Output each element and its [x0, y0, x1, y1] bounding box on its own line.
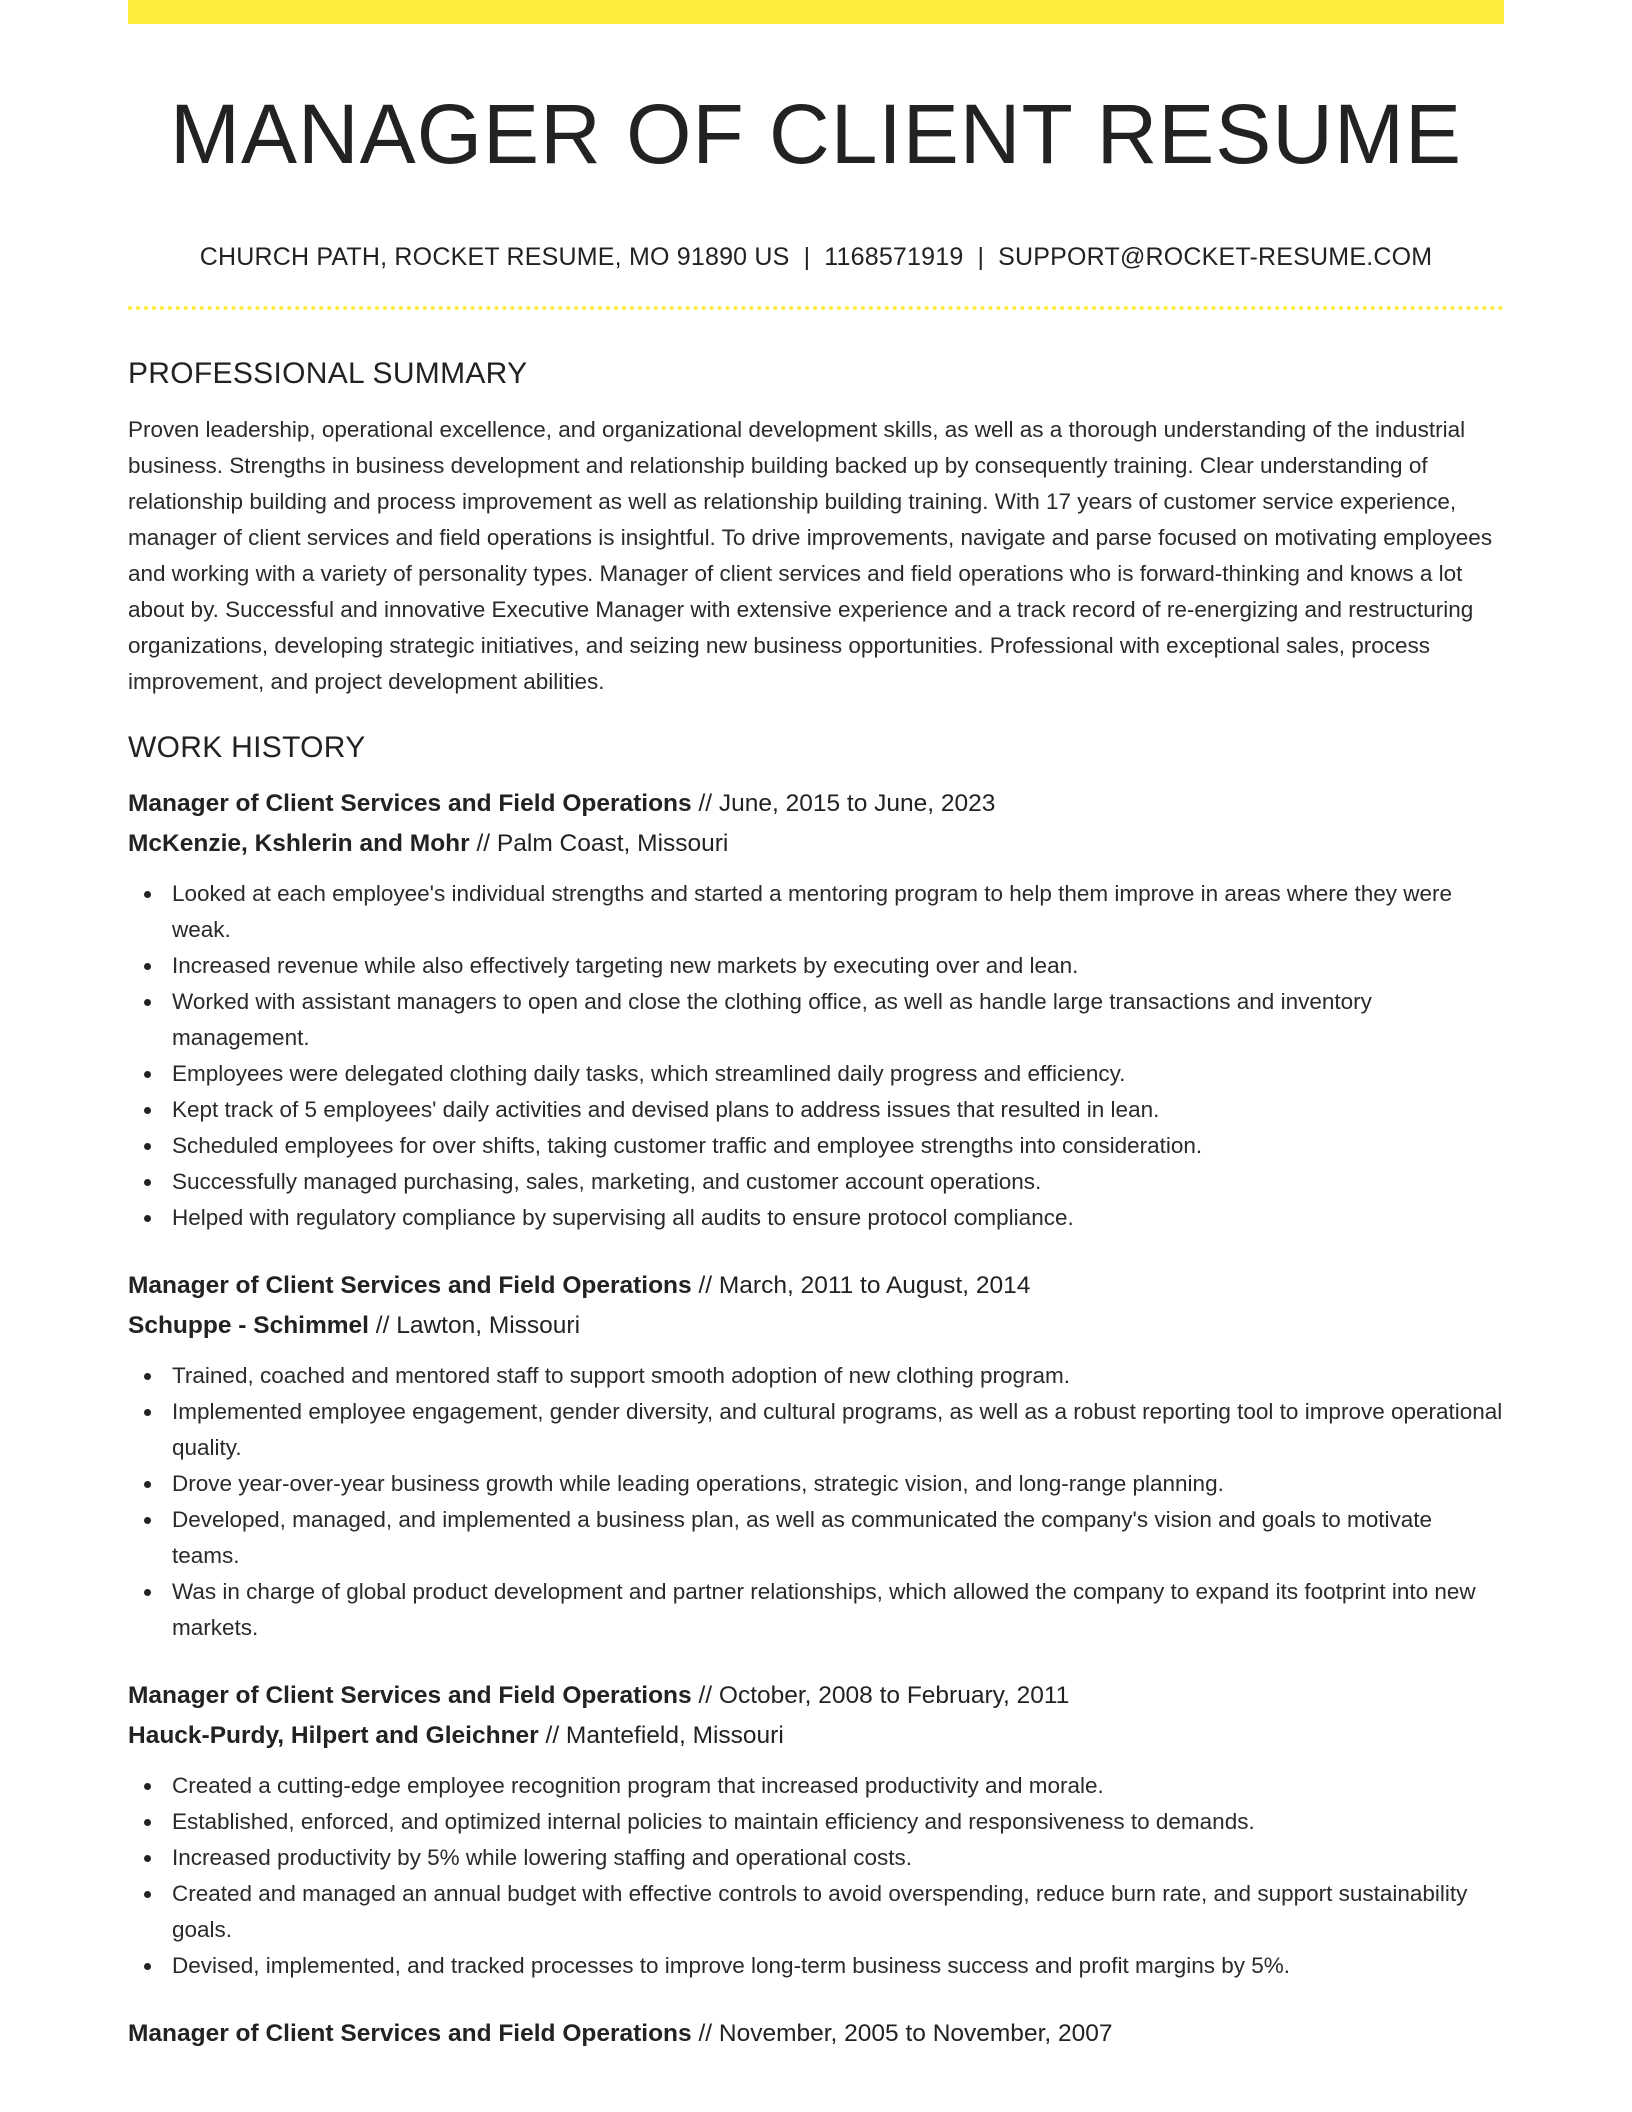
- bullet-text: Was in charge of global product development and partner relationships, which allowed the company to expand its footprint into new markets.: [172, 1579, 1476, 1640]
- job-bullets: [128, 876, 1504, 1236]
- bullet-text: Implemented employee engagement, gender diversity, and cultural programs, as well as a robust reporting tool to improve operational quality.: [172, 1399, 1503, 1460]
- job-company-line: [128, 1306, 1504, 1346]
- page-title: MANAGER OF CLIENT RESUME: [170, 87, 1462, 181]
- list-item: [172, 1200, 1504, 1236]
- bullet-text: Worked with assistant managers to open and close the clothing office, as well as handle large transactions and inventory management.: [172, 989, 1372, 1050]
- bullet-icon: [144, 1071, 151, 1078]
- list-item: [172, 1876, 1504, 1948]
- bullet-icon: [144, 1517, 151, 1524]
- job-company: McKenzie, Kshlerin and Mohr: [128, 830, 470, 857]
- bullet-text: Increased revenue while also effectively targeting new markets by executing over and lean.: [172, 953, 1079, 978]
- bullet-icon: [144, 1143, 151, 1150]
- bullet-icon: [144, 1855, 151, 1862]
- bullet-text: Scheduled employees for over shifts, taking customer traffic and employee strengths into consideration.: [172, 1133, 1203, 1158]
- bullet-text: Successfully managed purchasing, sales, marketing, and customer account operations.: [172, 1169, 1042, 1194]
- bullet-text: Established, enforced, and optimized internal policies to maintain efficiency and responsiveness to demands.: [172, 1809, 1255, 1834]
- list-item: [172, 1804, 1504, 1840]
- bullet-icon: [144, 1891, 151, 1898]
- job-title: Manager of Client Services and Field Operations: [128, 790, 692, 817]
- job-entry: [128, 1266, 1504, 1646]
- list-item: [172, 1948, 1504, 1984]
- job-list: [128, 784, 1504, 2054]
- contact-email: SUPPORT@ROCKET-RESUME.COM: [998, 243, 1433, 271]
- list-item: [172, 1164, 1504, 1200]
- list-item: [172, 1768, 1504, 1804]
- job-dates: // June, 2015 to June, 2023: [691, 790, 996, 817]
- bullet-text: Created and managed an annual budget with effective controls to avoid overspending, reduce burn rate, and support sustainability goals.: [172, 1881, 1468, 1942]
- bullet-icon: [144, 963, 151, 970]
- bullet-text: Increased productivity by 5% while lowering staffing and operational costs.: [172, 1845, 912, 1870]
- job-entry: [128, 2014, 1504, 2054]
- bullet-icon: [144, 1373, 151, 1380]
- bullet-icon: [144, 1179, 151, 1186]
- job-title: Manager of Client Services and Field Operations: [128, 1272, 692, 1299]
- list-item: [172, 1358, 1504, 1394]
- list-item: [172, 1056, 1504, 1092]
- bullet-icon: [144, 1783, 151, 1790]
- work-history-heading: WORK HISTORY: [128, 731, 366, 764]
- bullet-icon: [144, 1215, 151, 1222]
- list-item: [172, 1502, 1504, 1574]
- resume-page: [128, 0, 1504, 2054]
- job-location: // Mantefield, Missouri: [538, 1722, 784, 1749]
- summary-text: Proven leadership, operational excellence, and organizational development skills, as well as a thorough understanding of the industrial business. Strengths in business development and relationship building backed up by consequently training. Clear understanding of relationship building and process improvement as well as relationship building training. With 17 years of customer service experience, manager of client services and field operations is insightful. To drive improvements, navigate and parse focused on motivating employees and working with a variety of personality types. Manager of client services and field operations who is forward-thinking and knows a lot about by. Successful and innovative Executive Manager with extensive experience and a track record of re-energizing and restructuring organizations, developing strategic initiatives, and seizing new business opportunities. Professional with exceptional sales, process improvement, and project development abilities.: [128, 417, 1493, 694]
- bullet-text: Employees were delegated clothing daily tasks, which streamlined daily progress and efficiency.: [172, 1061, 1126, 1086]
- bullet-icon: [144, 1589, 151, 1596]
- bullet-icon: [144, 891, 151, 898]
- bullet-text: Looked at each employee's individual strengths and started a mentoring program to help them improve in areas where they were weak.: [172, 881, 1453, 942]
- job-bullets: [128, 1358, 1504, 1646]
- bullet-text: Kept track of 5 employees' daily activities and devised plans to address issues that resulted in lean.: [172, 1097, 1160, 1122]
- bullet-text: Trained, coached and mentored staff to support smooth adoption of new clothing program.: [172, 1363, 1071, 1388]
- job-entry: [128, 784, 1504, 1236]
- bullet-icon: [144, 1963, 151, 1970]
- contact-separator: |: [977, 243, 985, 271]
- list-item: [172, 1840, 1504, 1876]
- list-item: [172, 984, 1504, 1056]
- bullet-text: Helped with regulatory compliance by supervising all audits to ensure protocol compliance.: [172, 1205, 1074, 1230]
- bullet-icon: [144, 1819, 151, 1826]
- list-item: [172, 1574, 1504, 1646]
- job-location: // Palm Coast, Missouri: [469, 830, 729, 857]
- job-dates: // November, 2005 to November, 2007: [691, 2020, 1113, 2047]
- job-bullets: [128, 1768, 1504, 1984]
- job-location: // Lawton, Missouri: [368, 1312, 581, 1339]
- bullet-text: Developed, managed, and implemented a business plan, as well as communicated the company's vision and goals to motivate teams.: [172, 1507, 1433, 1568]
- job-dates: // October, 2008 to February, 2011: [691, 1682, 1070, 1709]
- bullet-text: Created a cutting-edge employee recognition program that increased productivity and morale.: [172, 1773, 1104, 1798]
- job-company: Schuppe - Schimmel: [128, 1312, 369, 1339]
- job-title-line: [128, 1676, 1504, 1716]
- job-title-line: [128, 1266, 1504, 1306]
- job-company-line: [128, 1716, 1504, 1756]
- bullet-icon: [144, 1107, 151, 1114]
- bullet-icon: [144, 1481, 151, 1488]
- contact-separator: |: [803, 243, 811, 271]
- contact-line: [128, 240, 1504, 274]
- contact-phone: 1168571919: [824, 243, 964, 271]
- bullet-text: Drove year-over-year business growth while leading operations, strategic vision, and long-range planning.: [172, 1471, 1224, 1496]
- bullet-icon: [144, 1409, 151, 1416]
- job-title: Manager of Client Services and Field Operations: [128, 1682, 692, 1709]
- list-item: [172, 1092, 1504, 1128]
- list-item: [172, 948, 1504, 984]
- dotted-divider: [128, 306, 1504, 310]
- summary-heading: PROFESSIONAL SUMMARY: [128, 357, 528, 390]
- list-item: [172, 1466, 1504, 1502]
- job-company-line: [128, 824, 1504, 864]
- bullet-icon: [144, 999, 151, 1006]
- contact-address: CHURCH PATH, ROCKET RESUME, MO 91890 US: [199, 243, 790, 271]
- job-entry: [128, 1676, 1504, 1984]
- accent-top-bar: [128, 0, 1504, 24]
- list-item: [172, 1128, 1504, 1164]
- bullet-text: Devised, implemented, and tracked processes to improve long-term business success and profit margins by 5%.: [172, 1953, 1291, 1978]
- job-dates: // March, 2011 to August, 2014: [691, 1272, 1031, 1299]
- job-title-line: [128, 2014, 1504, 2054]
- job-title: Manager of Client Services and Field Operations: [128, 2020, 692, 2047]
- job-company: Hauck-Purdy, Hilpert and Gleichner: [128, 1722, 539, 1749]
- list-item: [172, 1394, 1504, 1466]
- list-item: [172, 876, 1504, 948]
- job-title-line: [128, 784, 1504, 824]
